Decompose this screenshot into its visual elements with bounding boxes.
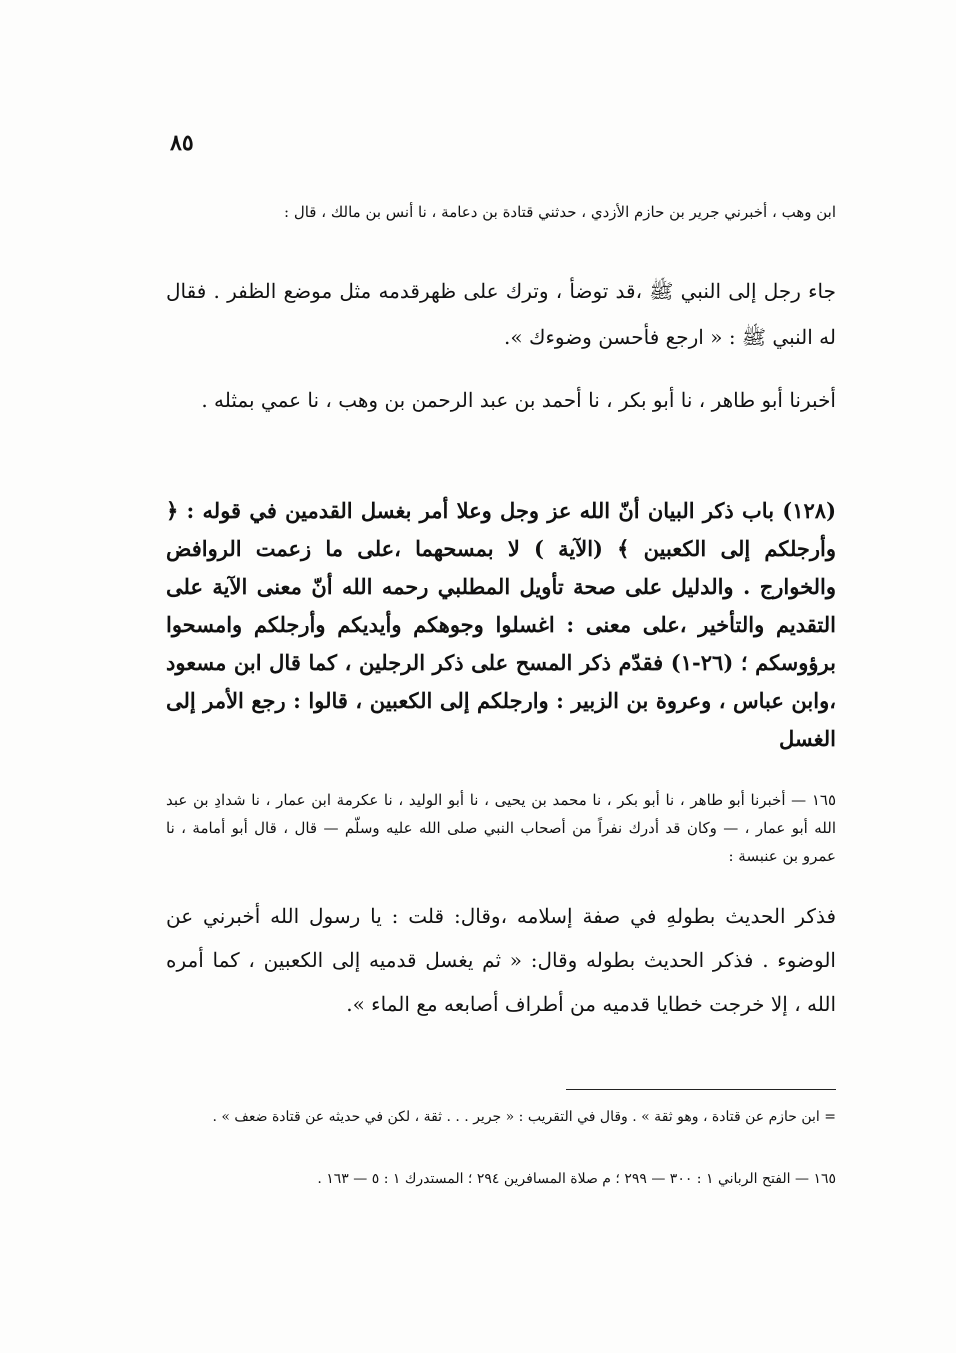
- hadith-text-paragraph: جاء رجل إلى النبي ﷺ ،قد توضأ ، وترك على ظهرقدمه مثل موضع الظفر . فقال له النبي ﷺ : « ارجع فأحسن وضوءك ».: [166, 279, 836, 349]
- page-number: ٨٥: [170, 130, 194, 156]
- footnote-divider: [566, 1089, 836, 1090]
- footnote-continuation: = ابن حازم عن قتادة ، وهو ثقة » . وقال في التقريب : « جرير . . . ثقة ، لكن في حديثه عن قتادة ضعف » .: [212, 1109, 836, 1125]
- secondary-isnad-paragraph: أخبرنا أبو طاهر ، نا أبو بكر ، نا أحمد بن عبد الرحمن بن وهب ، نا عمي بمثله .: [201, 388, 836, 412]
- chapter-heading: (١٢٨) باب ذكر البيان أنّ الله عز وجل وعلا أمر بغسل القدمين في قوله : ﴿ وأرجلكم إلى الكعبين ﴾ (الآية ) لا بمسحهما ،على ما زعمت الروافض والخوارج . والدليل على صحة تأويل المطلبي رحمه الله أنّ معنى الآية على التقديم والتأخير ،على معنى : اغسلوا وجوهكم وأيديكم وأرجلكم وامسحوا برؤوسكم ؛ (٢٦-١) فقدّم ذكر المسح على ذكر الرجلين ، كما قال ابن مسعود ،وابن عباس ، وعروة بن الزبير : وارجلكم إلى الكعبين ، قالوا : رجع الأمر إلى الغسل: [166, 498, 836, 751]
- footnote-165: ١٦٥ — الفتح الرباني ١ : ٣٠٠ — ٢٩٩ ؛ م صلاة المسافرين ٢٩٤ ؛ المستدرك ١ : ٥ — ١٦٣ .: [317, 1171, 836, 1187]
- hadith-165-isnad: ١٦٥ — أخبرنا أبو طاهر ، نا أبو بكر ، نا محمد بن يحيى ، نا أبو الوليد ، نا عكرمة ابن عمار ، نا شدادِ بن عبد الله أبو عمار ، — وكان قد أدرك نفراً من أصحاب النبي صلى الله عليه وسلّم — قال ، قال أبو أمامة ، نا عمرو بن عنبسة :: [166, 791, 836, 865]
- isnad-paragraph: ابن وهب ، أخبرني جرير بن حازم الأزدي ، حدثني قتادة بن دعامة ، نا أنس بن مالك ، قال :: [284, 203, 836, 221]
- hadith-165-matn: فذكر الحديث بطولهِ في صفة إسلامه ،وقال: قلت : يا رسول الله أخبرني عن الوضوء . فذكر الحديث بطوله وقال: « ثم يغسل قدميه إلى الكعبين ، كما أمره الله ، إلا خرجت خطايا قدميه من أطراف أصابعه مع الماء ».: [166, 904, 836, 1016]
